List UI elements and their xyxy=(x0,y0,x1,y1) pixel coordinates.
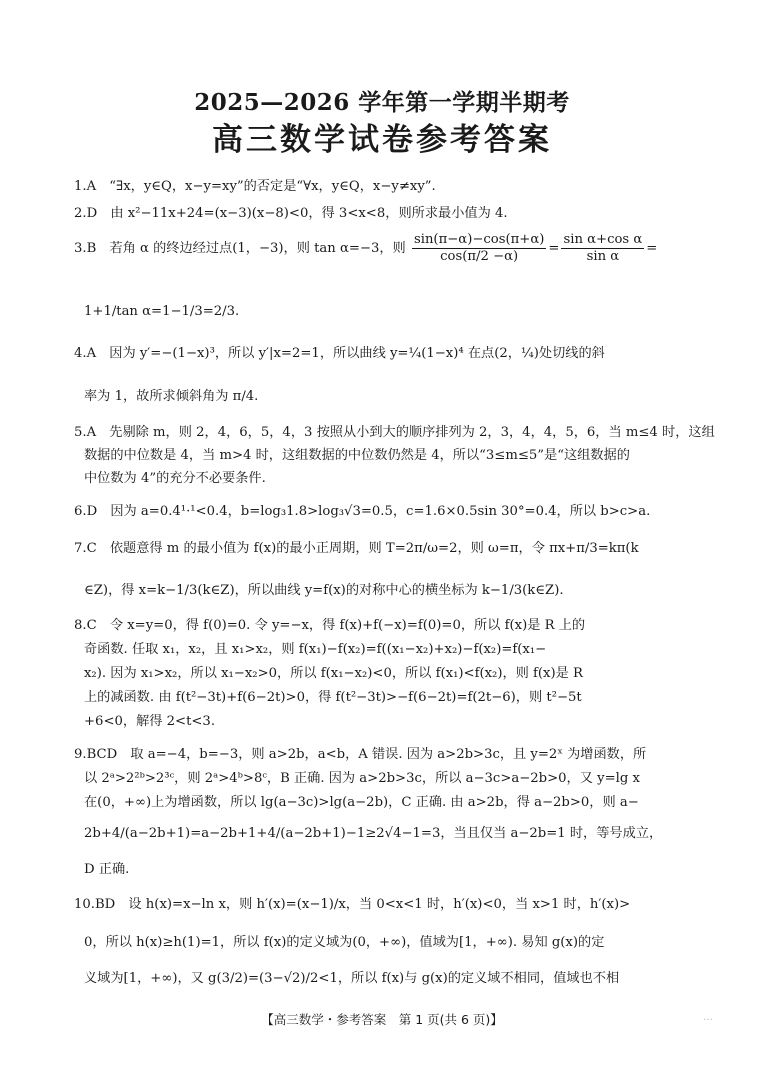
answer-10-line3: 义域为[1，+∞)，又 g(3/2)=(3−√2)/2<1，所以 f(x)与 g(x)的定义域不相同，值域也不相 xyxy=(84,971,620,986)
exam-title-line2: 高三数学试卷参考答案 xyxy=(212,122,552,158)
answer-1: 1.A “∃x，y∈Q，x−y=xy”的否定是“∀x，y∈Q，x−y≠xy”. xyxy=(74,179,436,194)
answer-7-line1: 7.C 依题意得 m 的最小值为 f(x)的最小正周期，则 T=2π/ω=2，则 ω=π，令 πx+π/3=kπ(k xyxy=(74,541,639,556)
answer-9-line3: 在(0，+∞)上为增函数，所以 lg(a−3c)>lg(a−2b)，C 正确. 由 a>2b，得 a−2b>0，则 a− xyxy=(84,795,639,810)
answer-9-line4: 2b+4/(a−2b+1)=a−2b+1+4/(a−2b+1)−1≥2√4−1=3，当且仅当 a−2b=1 时，等号成立， xyxy=(84,826,663,841)
page-footer: 【高三数学・参考答案 第 1 页(共 6 页)】 xyxy=(261,1012,503,1027)
answer-9-line1: 9.BCD 取 a=−4，b=−3，则 a>2b，a<b，A 错误. 因为 a>2b>3c，且 y=2ˣ 为增函数，所 xyxy=(74,747,647,762)
answer-10-line1: 10.BD 设 h(x)=x−ln x，则 h′(x)=(x−1)/x，当 0<x<1 时，h′(x)<0，当 x>1 时，h′(x)> xyxy=(74,897,631,912)
answer-3-text: 3.B 若角 α 的终边经过点(1，−3)，则 tan α=−3，则 xyxy=(74,241,406,256)
page-mark: … xyxy=(703,1012,713,1023)
answer-4-line2: 率为 1，故所求倾斜角为 π/4. xyxy=(84,389,259,404)
answer-3-fraction-2 xyxy=(561,232,644,265)
answer-5-line3: 中位数为 4”的充分不必要条件. xyxy=(84,471,266,486)
fraction-numerator: sin(π−α)−cos(π+α) xyxy=(413,232,545,247)
answer-6: 6.D 因为 a=0.4¹·¹<0.4，b=log₃1.8>log₃√3=0.5，c=1.6×0.5sin 30°=0.4，所以 b>c>a. xyxy=(74,504,651,519)
answer-3-line2: 1+1/tan α=1−1/3=2/3. xyxy=(84,304,240,319)
answer-8-line5: +6<0，解得 2<t<3. xyxy=(84,714,216,729)
fraction-denominator: cos(π/2 −α) xyxy=(440,249,519,264)
answer-3-fraction-1 xyxy=(412,232,546,265)
answer-8-line4: 上的减函数. 由 f(t²−3t)+f(6−2t)>0，得 f(t²−3t)>−f(6−2t)=f(2t−6)，则 t²−5t xyxy=(84,690,582,705)
answer-9-line5: D 正确. xyxy=(84,862,130,877)
answer-8-line3: x₂). 因为 x₁>x₂，所以 x₁−x₂>0，所以 f(x₁−x₂)<0，所以 f(x₁)<f(x₂)，则 f(x)是 R xyxy=(84,666,583,681)
answer-8-line2: 奇函数. 任取 x₁，x₂，且 x₁>x₂，则 f(x₁)−f(x₂)=f((x₁−x₂)+x₂)−f(x₂)=f(x₁− xyxy=(84,642,547,657)
answer-4-line1: 4.A 因为 y′=−(1−x)³，所以 y′|x=2=1，所以曲线 y=¼(1−x)⁴ 在点(2，¼)处切线的斜 xyxy=(74,346,605,361)
fraction-denominator: sin α xyxy=(586,249,620,264)
answer-2: 2.D 由 x²−11x+24=(x−3)(x−8)<0，得 3<x<8，则所求最小值为 4. xyxy=(74,206,508,221)
answer-5-line1: 5.A 先剔除 m，则 2，4，6，5，4，3 按照从小到大的顺序排列为 2，3，4，4，5，6，当 m≤4 时，这组 xyxy=(74,425,715,440)
answer-8-line1: 8.C 令 x=y=0，得 f(0)=0. 令 y=−x，得 f(x)+f(−x)=f(0)=0，所以 f(x)是 R 上的 xyxy=(74,618,586,633)
answer-7-line2: ∈Z)，得 x=k−1/3(k∈Z)，所以曲线 y=f(x)的对称中心的横坐标为 k−1/3(k∈Z). xyxy=(84,583,564,598)
answer-5-line2: 数据的中位数是 4，当 m>4 时，这组数据的中位数仍然是 4，所以“3≤m≤5”是“这组数据的 xyxy=(84,448,630,463)
answer-9-line2: 以 2ᵃ>2²ᵇ>2³ᶜ，则 2ᵃ>4ᵇ>8ᶜ，B 正确. 因为 a>2b>3c，所以 a−3c>a−2b>0，又 y=lg x xyxy=(84,771,640,786)
fraction-numerator: sin α+cos α xyxy=(563,232,643,247)
answer-3-line1: 3.B 若角 α 的终边经过点(1，−3)，则 tan α=−3，则 $\frac{\sin(\pi-\alpha)-\cos(\pi+\alpha)}{\cos(\pi/2 -\alpha)}$ = $\frac{\text{sin α+cos α}}{\text{sin α}}$ = xyxy=(74,232,658,264)
exam-title-line1: 2025—2026 学年第一学期半期考 xyxy=(194,89,570,116)
answer-10-line2: 0，所以 h(x)≥h(1)=1，所以 f(x)的定义域为(0，+∞)，值域为[1，+∞). 易知 g(x)的定 xyxy=(84,935,605,950)
